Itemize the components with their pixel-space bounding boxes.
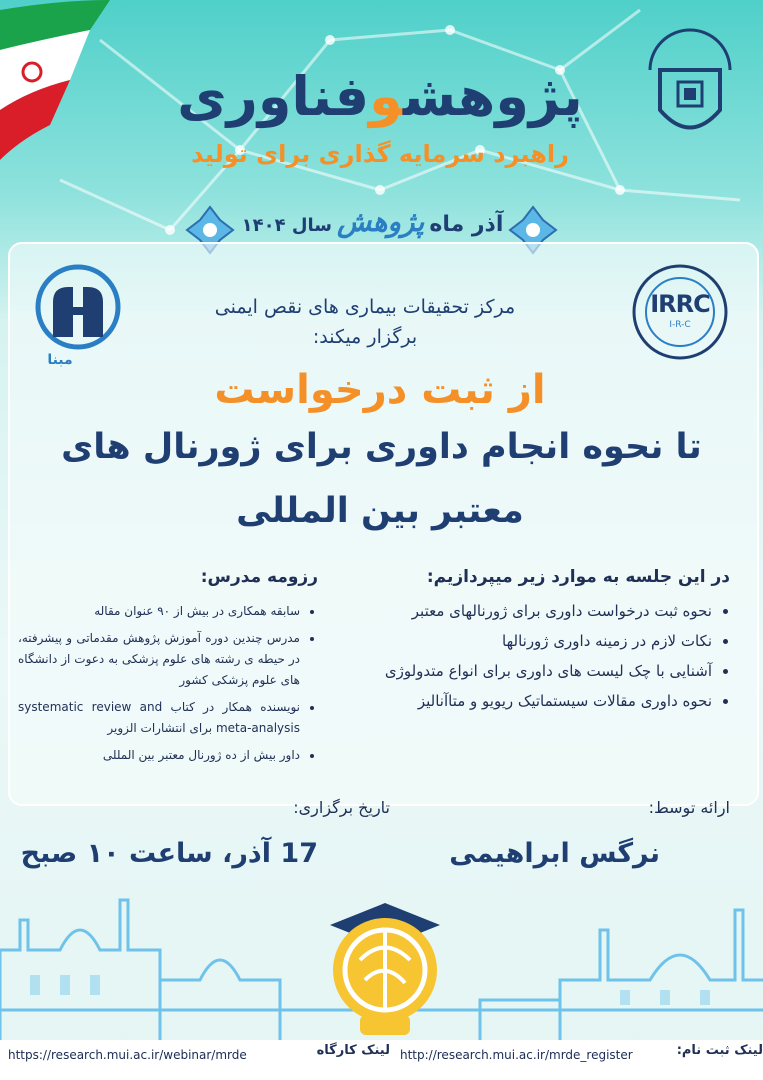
session-list xyxy=(330,599,730,713)
headline-line2: تا نحوه انجام داوری برای ژورنال های xyxy=(61,427,702,467)
session-heading: در این جلسه به موارد زیر میپردازیم: xyxy=(426,567,730,587)
presenter-name: نرگس ابراهیمی xyxy=(449,838,660,869)
list-item: • داور بیش از ده ژورنال معتبر بین المللی xyxy=(18,745,300,766)
subtitle: راهبرد سرمایه گذاری برای تولید xyxy=(191,140,569,168)
list-item: • نحوه ثبت درخواست داوری برای ژورنالهای معتبر xyxy=(330,599,712,623)
list-item: • آشنایی با چک لیست های داوری برای انواع متدولوژی xyxy=(330,659,712,683)
presenter-label: ارائه توسط: xyxy=(648,798,730,817)
session-section xyxy=(330,567,730,719)
list-item: • سابقه همکاری در بیش از ۹۰ عنوان مقاله xyxy=(18,601,300,622)
month-prefix: آذر ماه xyxy=(429,212,504,237)
month-script: پژوهش xyxy=(337,205,425,238)
date-label: تاریخ برگزاری: xyxy=(293,798,390,817)
date-value: 17 آذر، ساعت ۱۰ صبح xyxy=(20,838,318,869)
organizer-line1: مرکز تحقیقات بیماری های نقص ایمنی xyxy=(214,296,516,318)
register-link[interactable]: http://research.mui.ac.ir/mrde_register xyxy=(400,1048,633,1062)
month-suffix: سال ۱۴۰۴ xyxy=(241,215,332,236)
resume-list xyxy=(18,601,318,766)
irc-logo-text: IRRC xyxy=(650,290,710,318)
register-label: لینک ثبت نام: xyxy=(676,1043,763,1058)
title-part2: فناوری xyxy=(177,65,370,128)
workshop-link[interactable]: https://research.mui.ac.ir/webinar/mrde xyxy=(8,1048,247,1062)
list-item: • نویسنده همکار در کتاب systematic review and meta-analysis برای انتشارات الزویر xyxy=(18,697,300,739)
mabna-caption: مبنا xyxy=(47,352,73,368)
list-item: • نحوه داوری مقالات سیستماتیک ریویو و متاآنالیز xyxy=(330,689,712,713)
list-item: • مدرس چندین دوره آموزش پژوهش مقدماتی و پیشرفته، در حیطه ی رشته های علوم پزشکی به دعوت از دانشگاه های علوم پزشکی کشور xyxy=(18,628,300,691)
title-part1: پژوهش xyxy=(402,65,583,128)
university-seal-icon xyxy=(640,10,740,150)
main-title xyxy=(120,62,640,132)
iran-flag-icon xyxy=(0,0,120,160)
lightbulb-brain-icon xyxy=(300,865,470,1040)
title-conj: و xyxy=(369,65,403,128)
resume-section xyxy=(18,567,318,772)
organizer-line2: برگزار میکند: xyxy=(312,326,418,348)
mabna-logo-icon xyxy=(28,262,128,352)
resume-heading: رزومه مدرس: xyxy=(200,567,318,587)
headline-line1: از ثبت درخواست xyxy=(214,367,546,413)
headline-line3: معتبر بین المللی xyxy=(236,491,524,531)
workshop-label: لینک کارگاه xyxy=(316,1043,390,1058)
irc-logo-sub: I-R-C xyxy=(669,320,691,330)
list-item: • نکات لازم در زمینه داوری ژورنالها xyxy=(330,629,712,653)
